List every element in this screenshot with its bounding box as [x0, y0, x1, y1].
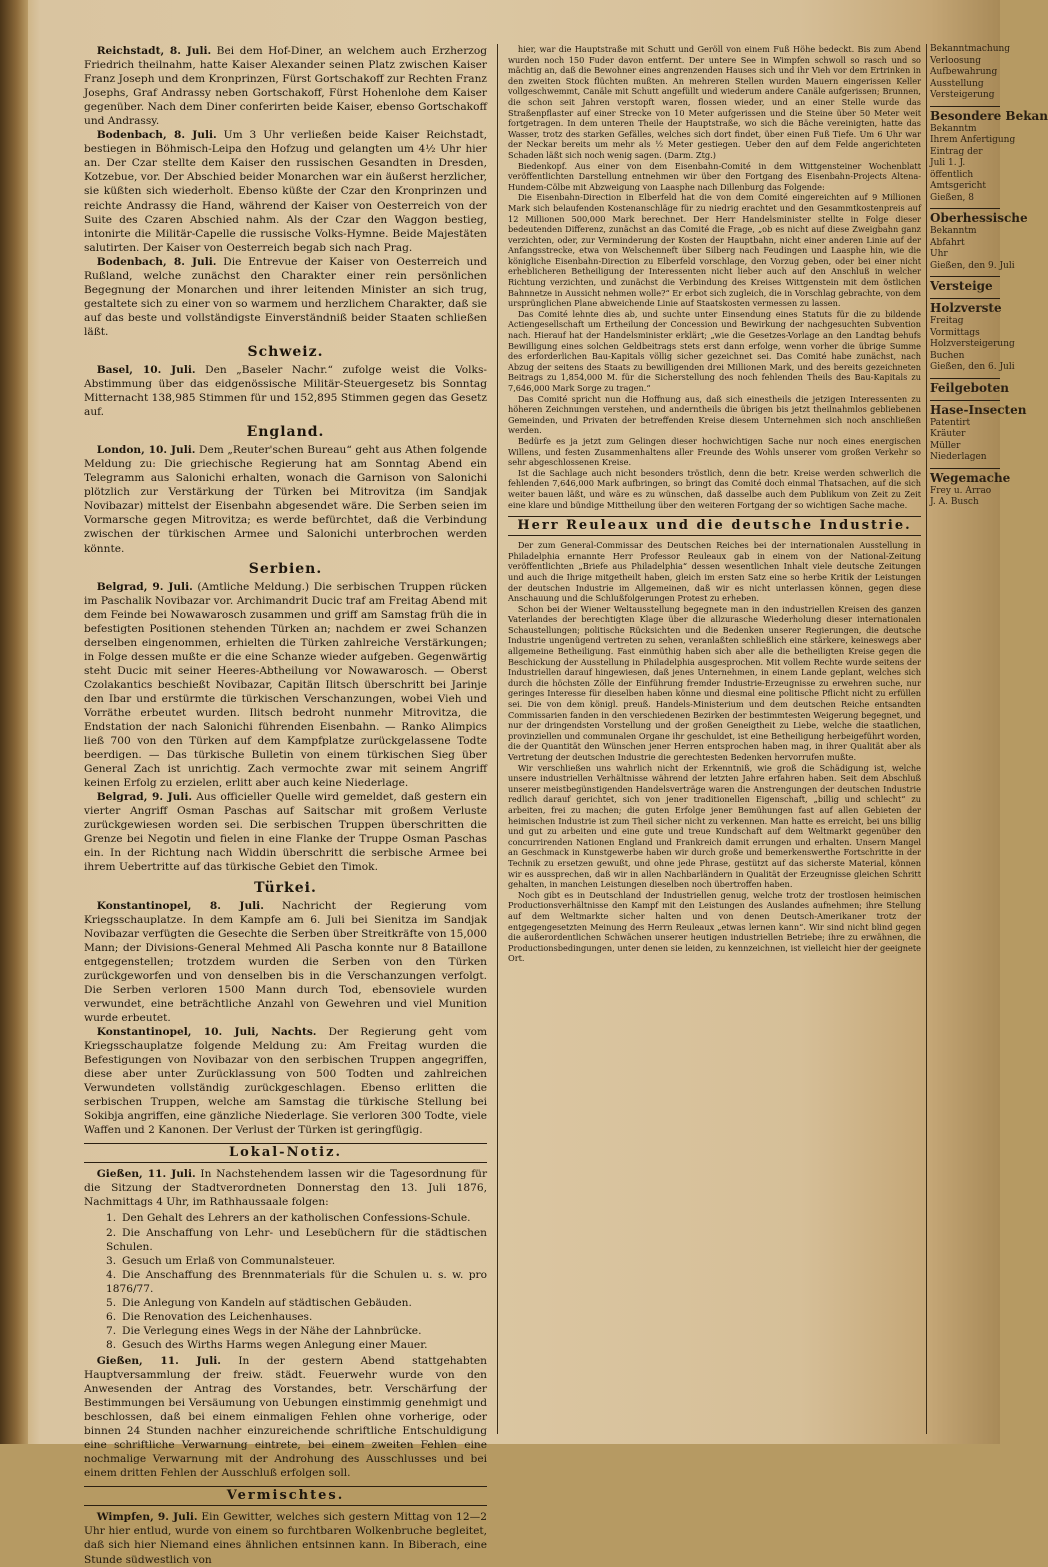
list-item: 5. Die Anlegung von Kandeln auf städtischen Gebäuden.: [106, 1296, 412, 1309]
article-paragraph: Konstantinopel, 10. Juli, Nachts. Der Regierung geht vom Kriegsschauplatze folgende Meldung zu: Am Freitag wurden die Befestigungen von Novibazar von den serbischen Truppen angegriffen, diese aber unter Zurücklassung von 500 Todten und zahlreichen Verwundeten vollständig zurückgeschlagen. Ebenso erlitten die serbischen Truppen, welche am Samstag die türkische Stellung bei Sokibja angriffen, eine gänzliche Niederlage. Sie verloren 300 Todte, viele Waffen und 2 Kanonen. Der Verlust der Türken ist geringfügig.: [84, 1025, 488, 1137]
ad-line: öffentlich: [930, 169, 974, 180]
article-paragraph: Ist die Sachlage auch nicht besonders tröstlich, denn die betr. Kreise werden schwerlich die fehlenden 7,646,000 Mark aufbringen, so bringt das Comité doch einmal Thatsachen, auf die sich weiter bauen läßt, und wäre es zu wünschen, daß dasselbe auch dem Publikum von Zeit zu Zeit eine klare und bündige Mittheilung über den weiteren Fortgang der so wichtigen Sache mache.: [508, 467, 921, 510]
ad-line: Ihrem Anfertigung: [930, 135, 1016, 145]
article-paragraph: London, 10. Juli. Dem „Reuter'schen Bureau“ geht aus Athen folgende Meldung zu: Die griechische Regierung hat am Sonntag Abend ein Telegramm aus Salonichi erhalten, wonach die Garnison von Salonichi plötzlich zur Verstärkung der Türken bei Mitrovitza (im Sandjak Novibazar) mittelst der Eisenbahn abgesendet wäre. Die Serben seien im Vormarsche gegen Mitrovitza; es werde befürchtet, daß die Verbindung zwischen der türkischen Armee und Salonichi unterbrochen werden könnte.: [84, 444, 487, 555]
ad-heading: Besondere Bekan: [930, 106, 1000, 124]
ad-line: Uhr: [930, 249, 948, 259]
section-heading-tuerkei: Türkei.: [254, 879, 317, 896]
ad-heading: Feilgeboten: [930, 378, 1000, 396]
ad-line: Bekanntm: [930, 123, 977, 134]
list-item: 4. Die Anschaffung des Brennmaterials für die Schulen u. s. w. pro 1876/77.: [106, 1268, 487, 1295]
ad-line: Frey u. Arrao: [930, 485, 992, 496]
ad-line: Holzversteigerung: [930, 339, 1015, 349]
ad-heading: Hase-Insecten: [930, 400, 1000, 418]
article-paragraph: Schon bei der Wiener Weltausstellung begegnete man in den industriellen Kreisen des ganzen Vaterlandes der berechtigten Klage über die allzurasche Wiederholung dieser internationalen Schaustellungen; politische Rücksichten und die Bedenken unserer Regierungen, die deutsche Industrie ungenügend vertreten zu sehen, veranlaßten schließlich eine stärkere, keineswegs aber allgemeine Betheiligung. Fast einmüthig haben sich aber alle die betheiligten Kreise gegen die Beschickung der Ausstellung in Philadelphia ausgesprochen. Mit vollem Rechte wurde seitens der Industriellen darauf hingewiesen, daß jenes Unternehmen, in einem Lande geplant, welches sich durch die höchsten Zölle der Einführung fremder Industrie-Erzeugnisse zu erwehren suche, nur geringes Interesse für dieselben haben könne und diesmal eine politische Pflicht nicht zu erfüllen sei. Die von dem königl. preuß. Handels-Ministerium und dem deutschen Reiche entsandten Commissarien fanden in den verschiedenen Bezirken der bestimmtesten Weigerung begegnet, und nur der dringendsten Vorstellung und der großen Geneigtheit zu Liebe, welche die staatlichen, provinziellen und communalen Organe ihr geschuldet, ist eine Betheiligung herbeigeführt worden, die der Quantität den Wünschen jener Herren entsprochen haben mag, in ihrer Qualität aber als Vertretung der deutschen Industrie die gerechtesten Bedenken hervorrufen mußte.: [508, 603, 921, 762]
advertisement-column: [930, 44, 1048, 1434]
column-rule: [497, 44, 498, 1434]
article-paragraph: Bodenbach, 8. Juli. Um 3 Uhr verließen beide Kaiser Reichstadt, bestiegen in Böhmisch-Leipa den Hofzug und gelangten um 4½ Uhr hier an. Der Czar stellte dem Kaiser den russischen Gesandten in Dresden, Kotzebue, vor. Der Abschied beider Monarchen war ein äußerst herzlicher, sie küßten sich wiederholt. Ebenso küßte der Czar den Kronprinzen und reichte Andrassy die Hand, während der Kaiser von Oesterreich von der Suite des Czaren Abschied nahm. Als der Czar den Waggon bestieg, intonirte die Militär-Capelle die russische Volks-Hymne. Beide Majestäten salutirten. Der Kaiser von Oesterreich begab sich nach Prag.: [84, 129, 487, 254]
ad-line: Versteigerung: [930, 90, 995, 100]
news-column-middle: [508, 44, 921, 1434]
ad-heading: Versteige: [930, 276, 1000, 294]
article-paragraph: Die Eisenbahn-Direction in Elberfeld hat die von dem Comité eingereichten auf 9 Millionen Mark sich belaufenden Kostenanschläge für zu niedrig erachtet und den Gesammtkostenpreis auf 12 Millionen 500,000 Mark berechnet. Der Herr Handelsminister stellte in Folge dieser bedeutenden Differenz, zunächst an das Comité die Frage, „ob es nicht auf diese Zweigbahn ganz verzichten, oder, zur Verminderung der Kosten der Hauptbahn, nicht einer anderen Linie auf der Anfangsstrecke, etwa von Welschenneft über Silberg nach Feudingen und Laasphe hin, wie die königliche Eisenbahn-Direction zu Elberfeld vorschlage, den Vorzug geben, oder bei einer nicht erheblicheren Betheiligung der Interessenten nicht lieber auch auf den Anschluß in welcher Richtung verzichten, und zunächst die Verbindung des Kreises Wittgenstein mit dem östlichen Bahnnetze in Aussicht nehmen wolle?“ Er erbot sich zugleich, die in Vorschlag gebrachte, von dem ursprünglichen Plane abweichende Linie auf Staatskosten vermessen zu lassen.: [508, 192, 921, 309]
ad-line: J. A. Busch: [930, 497, 979, 507]
section-heading-england: England.: [246, 424, 325, 441]
ad-line: Buchen: [930, 350, 965, 361]
ad-heading: Oberhessische: [930, 208, 1000, 226]
article-paragraph: Das Comité lehnte dies ab, und suchte unter Einsendung eines Statuts für die zu bildende Actiengesellschaft um Ertheilung der Concession und Bewirkung der nachgesuchten Subvention nach. Hierauf hat der Handelsminister erklärt; „wie die Gesetzes-Vorlage an den Landtag behufs Bewilligung eines solchen Geldbeitrags stets erst dann erfolge, wenn vorher die übrige Summe des erforderlichen Bau-Kapitals völlig sicher gezeichnet sei. Das Comité habe zunächst, nach Abzug der seitens des Staats zu bewilligenden drei Millionen Mark, und des bereits gezeichneten Beitrags zu 1,854,000 M. für die Sicherstellung des noch fehlenden Theils des Bau-Kapitals zu 7,646,000 Mark Sorge zu tragen.“: [508, 308, 921, 393]
article-paragraph: Der zum General-Commissar des Deutschen Reiches bei der internationalen Ausstellung in Philadelphia ernannte Herr Professor Reuleaux gab in einem von der National-Zeitung veröffentlichten „Briefe aus Philadelphia“ dessen wesentlichen Inhalt viele deutsche Zeitungen und auch die Ihrige mitgetheilt haben, gleich im ersten Satz eine so herbe Kritik der Leistungen der deutschen Industrie im Allgemeinen, daß wir es nicht unterlassen können, gegen diese Anschauung und die Schlußfolgerungen Protest zu erheben.: [508, 540, 921, 604]
article-heading: Herr Reuleaux und die deutsche Industrie.: [508, 516, 921, 536]
section-heading-serbien: Serbien.: [248, 560, 323, 577]
ad-line: Freitag: [930, 316, 964, 326]
article-paragraph: Reichstadt, 8. Juli. Bei dem Hof-Diner, an welchem auch Erzherzog Friedrich theilnahm, hatte Kaiser Alexander seinen Platz zwischen Kaiser Franz Joseph und dem Kronprinzen, Fürst Gortschakoff zur Rechten Franz Josephs, Graf Andrassy neben Gortschakoff, Fürst Hohenlohe dem Kaiser gegenüber. Nach dem Diner conferirten beide Kaiser, ebenso Gortschakoff und Andrassy.: [84, 45, 487, 128]
ad-line: Abfahrt: [930, 237, 965, 248]
article-paragraph: Wir verschließen uns wahrlich nicht der Erkenntniß, wie groß die Schädigung ist, welche unsere industriellen Verhältnisse während der letzten Jahre erfahren haben. Seit dem Abschluß unserer meistbegünstigenden Handelsverträge waren die Anstrengungen der deutschen Industrie redlich darauf gerichtet, sich von jener traditionellen Eigenschaft, „billig und schlecht“ zu arbeiten, frei zu machen; die guten Erfolge jener Bemühungen fast auf allen Gebieten der heimischen Industrie ist zum Theil sicher nicht zu verkennen. Man hatte es erreicht, bei uns billig und gut zu arbeiten und eine gute und treue Kundschaft auf dem Weltmarkt gegenüber den concurrirenden Nationen England und Frankreich damit errungen und erhalten. Unsern Mangel an Geschmack in Kunstgewerbe haben wir durch große und bemerkenswerthe Fortschritte in der Technik zu ersetzen gewußt, und ohne jede Phrase, gestützt auf das sicherste Material, können wir es aussprechen, daß wir in allen Nachbarländern in Qualität der Erzeugnisse gleichen Schritt gehalten, in manchen Leistungen dieselben noch übertroffen haben.: [508, 762, 921, 890]
ad-line: Aufbewahrung: [930, 67, 998, 77]
article-paragraph: Gießen, 11. Juli. In Nachstehendem lassen wir die Tagesordnung für die Sitzung der Stadtverordneten Donnerstag den 13. Juli 1876, Nachmittags 4 Uhr, im Rathhaussaale folgen:: [84, 1168, 488, 1209]
list-item: 3. Gesuch um Erlaß von Communalsteuer.: [106, 1254, 336, 1267]
list-item: 2. Die Anschaffung von Lehr- und Lesebüchern für die städtischen Schulen.: [106, 1226, 487, 1253]
ad-line: Niederlagen: [930, 452, 987, 462]
article-paragraph: Wimpfen, 9. Juli. Ein Gewitter, welches sich gestern Mittag von 12—2 Uhr hier entlud, wurde von einem so furchtbaren Wolkenbruche begleitet, daß sich hier Niemand eines ähnlichen entsinnen kann. In Biberach, eine Stunde südwestlich von: [84, 1511, 487, 1566]
article-paragraph: Belgrad, 9. Juli. (Amtliche Meldung.) Die serbischen Truppen rücken im Paschalik Novibazar vor. Archimandrit Ducic traf am Freitag Abend mit dem Feinde bei Nowawarosch zusammen und griff am Samstag früh die in befestigten Positionen stehenden Türken an; nachdem er zwei Schanzen derselben eingenommen, erhielten die Türken zahlreiche Verstärkungen; in Folge dessen mußte er die eine Schanze wieder aufgeben. Gegenwärtig steht Ducic mit seiner Heeres-Abtheilung vor Nowawarosch. — Oberst Czolakantics beschießt Novibazar, Capitän Ilitsch überschritt bei Jarinje den Ibar und erstürmte die türkischen Verschanzungen, wobei Vieh und Vorräthe erbeutet wurden. Ilitsch bedroht nunmehr Mitrovitza, die Endstation der nach Salonichi führenden Eisenbahn. — Ranko Alimpics ließ 700 von den Türken auf dem Kampfplatze zurückgelassene Todte beerdigen. — Das türkische Bulletin von einem türkischen Sieg über General Zach ist unrichtig. Zach vermochte zwar mit seinem Angriff keinen Erfolg zu erzielen, erlitt aber auch keine Niederlage.: [84, 580, 487, 790]
list-item: 8. Gesuch des Wirths Harms wegen Anlegung einer Mauer.: [106, 1338, 428, 1351]
section-heading-schweiz: Schweiz.: [247, 343, 324, 360]
article-paragraph: Bodenbach, 8. Juli. Die Entrevue der Kaiser von Oesterreich und Rußland, welche zunächst den Charakter einer rein persönlichen Begegnung der Monarchen und ihrer leitenden Minister an sich trug, gestaltete sich zu einer von so warmem und herzlichem Charakter, daß sie auf das beste und vollständigste Einverständniß beider Staaten schließen läßt.: [84, 255, 487, 338]
article-paragraph: Belgrad, 9. Juli. Aus officieller Quelle wird gemeldet, daß gestern ein vierter Angriff Osman Paschas auf Saitschar mit großem Verluste zurückgewiesen worden sei. Die serbischen Truppen überschritten die Grenze bei Negotin und fielen in eine Flanke der Truppe Osman Paschas ein. In der Richtung nach Widdin überschritt die serbische Armee bei ihrem Uebertritte auf das türkische Gebiet den Timok.: [84, 791, 487, 874]
section-heading-lokal: Lokal-Notiz.: [84, 1143, 487, 1163]
article-paragraph: Bedürfe es ja jetzt zum Gelingen dieser hochwichtigen Sache nur noch eines energischen Willens, und festen Zusammenhaltens aller Freunde des Wohls unserer vom großen Verkehr so sehr abgeschlossenen Kreise.: [508, 435, 921, 468]
article-paragraph: Biedenkopf. Aus einer von dem Eisenbahn-Comité in dem Wittgensteiner Wochenblatt veröffentlichten Darstellung entnehmen wir über den Fortgang des Eisenbahn-Projects Altena-Hundem-Cölbe mit Abzweigung von Laasphe nach Dillenburg das Folgende:: [508, 160, 921, 192]
list-item: 6. Die Renovation des Leichenhauses.: [106, 1310, 313, 1323]
ad-line: Juli 1. J.: [930, 158, 966, 168]
article-paragraph: Konstantinopel, 8. Juli. Nachricht der Regierung vom Kriegsschauplatze. In dem Kampfe am 6. Juli bei Sienitza im Sandjak Novibazar verfügten die Gesechte die Serben über Streitkräfte von 15,000 Mann; der Divisions-General Mehmed Ali Pascha konnte nur 8 Bataillone entgegenstellen; trotzdem wurden die Serben von den Türken zurückgeworfen und von denselben bis in die Verschanzungen verfolgt. Die Serben verloren 1500 Mann durch Tod, ebensoviele wurden verwundet, eine beträchtliche Anzahl von Gewehren und viel Munition wurde erbeutet.: [84, 899, 487, 1024]
ad-heading: Holzverste: [930, 298, 1000, 316]
section-heading-vermischtes: Vermischtes.: [84, 1486, 487, 1506]
ad-line: Gießen, den 9. Juli: [930, 260, 1015, 271]
article-paragraph: hier, war die Hauptstraße mit Schutt und Geröll von einem Fuß Höhe bedeckt. Bis zum Abend wurden noch 150 Fuder davon entfernt. Der untere See in Wimpfen schwoll so rasch und so mächtig an, daß die Bewohner eines angrenzenden Hauses sich und ihr Vieh vor dem Ertrinken in den zweiten Stock flüchten mußten. An mehreren Stellen wurden Mauern eingerissen Keller vollgeschwemmt, Canäle mit Schutt angefüllt und wiederum andere Canäle aufgerissen; Brunnen, die schon seit Jahren verstopft waren, flossen wieder, und an einer Stelle wurde das Straßenpflaster auf einer Strecke von 10 Meter aufgerissen und die Steine über 50 Meter weit fortgetragen. In dem unteren Theile der Hauptstraße, wo sich die Bäche vereinigten, hatte das Wasser, trotz des starken Gefälles, welches sich dort findet, über einen Fuß Tiefe. Um 6 Uhr war der Neckar bereits um mehr als ½ Meter gestiegen. Ueber den auf dem Felde angerichteten Schaden läßt sich noch wenig sagen. (Darm. Ztg.): [508, 44, 921, 160]
ad-line: Bekanntmachung: [930, 44, 1011, 54]
ad-line: Patentirt: [930, 417, 971, 428]
book-gutter: [0, 0, 28, 1444]
ad-line: Eintrag der: [930, 146, 983, 157]
agenda-list: [106, 1211, 487, 1351]
article-paragraph: Basel, 10. Juli. Den „Baseler Nachr.“ zufolge weist die Volks-Abstimmung über das eidgenössische Militär-Steuergesetz bis Sonntag Mitternacht 138,985 Stimmen für und 152,895 Stimmen gegen das Gesetz auf.: [84, 363, 487, 419]
ad-line: Amtsgericht: [930, 181, 986, 191]
article-paragraph: Das Comité spricht nun die Hoffnung aus, daß sich einestheils die jetzigen Interessenten zu höheren Zeichnungen verstehen, und anderntheils die übrigen bis jetzt theilnahmlos gebliebenen Gemeinden, und Privaten der betreffenden Kreise diesem Unternehmen sich noch anschließen werden.: [508, 393, 921, 436]
ad-line: Bekanntm: [930, 226, 977, 236]
ad-line: Gießen, 8: [930, 192, 974, 203]
ad-heading: Wegemache: [930, 468, 1000, 486]
column-rule: [926, 44, 927, 1434]
article-paragraph: Noch gibt es in Deutschland der Industriellen genug, welche trotz der trostlosen heimischen Productionsverhältnisse den Kampf mit den Leistungen des Auslandes aufnehmen; ihre Stellung auf dem Weltmarkte sicher halten und von denen Deutsch-Amerikaner trotz der entgegengesetzten Meinung des Herrn Reuleaux „etwas lernen kann“. Wir sind nicht blind gegen die außerordentlichen Schwächen unserer heutigen industriellen Betriebe; ihre zu erwähnen, die Productionsbedingungen, unter denen sie leiden, zu kennzeichnen, ist vielleicht hier der geeignete Ort.: [508, 889, 921, 964]
list-item: 1. Den Gehalt des Lehrers an der katholischen Confessions-Schule.: [106, 1212, 471, 1225]
ad-line: Ausstellung: [930, 78, 984, 89]
ad-line: Gießen, den 6. Juli: [930, 362, 1015, 372]
ad-line: Müller: [930, 440, 961, 451]
list-item: 7. Die Verlegung eines Wegs in der Nähe der Lahnbrücke.: [106, 1324, 422, 1337]
ad-line: Vormittags: [930, 327, 980, 338]
article-paragraph: Gießen, 11. Juli. In der gestern Abend stattgehabten Hauptversammlung der freiw. städt. Feuerwehr wurde von den Anwesenden der Antrag des Vorstandes, betr. Verschärfung der Bestimmungen bei Versäumung von Uebungen einstimmig genehmigt und beschlossen, daß bei einem einmaligen Fehlen ohne vorherige, oder binnen 24 Stunden nachher einzureichende schriftliche Entschuldigung eine schriftliche Verwarnung eintrete, bei einem zweiten Fehlen eine nochmalige Verwarnung mit der Androhung des Ausschlusses und bei einem dritten Fehlen der Ausschluß erfolgen soll.: [84, 1354, 488, 1480]
austria-reports: [84, 44, 487, 339]
ad-line: Kräuter: [930, 429, 966, 439]
ad-line: Verloosung: [930, 55, 981, 66]
news-column-left: [84, 44, 488, 1566]
